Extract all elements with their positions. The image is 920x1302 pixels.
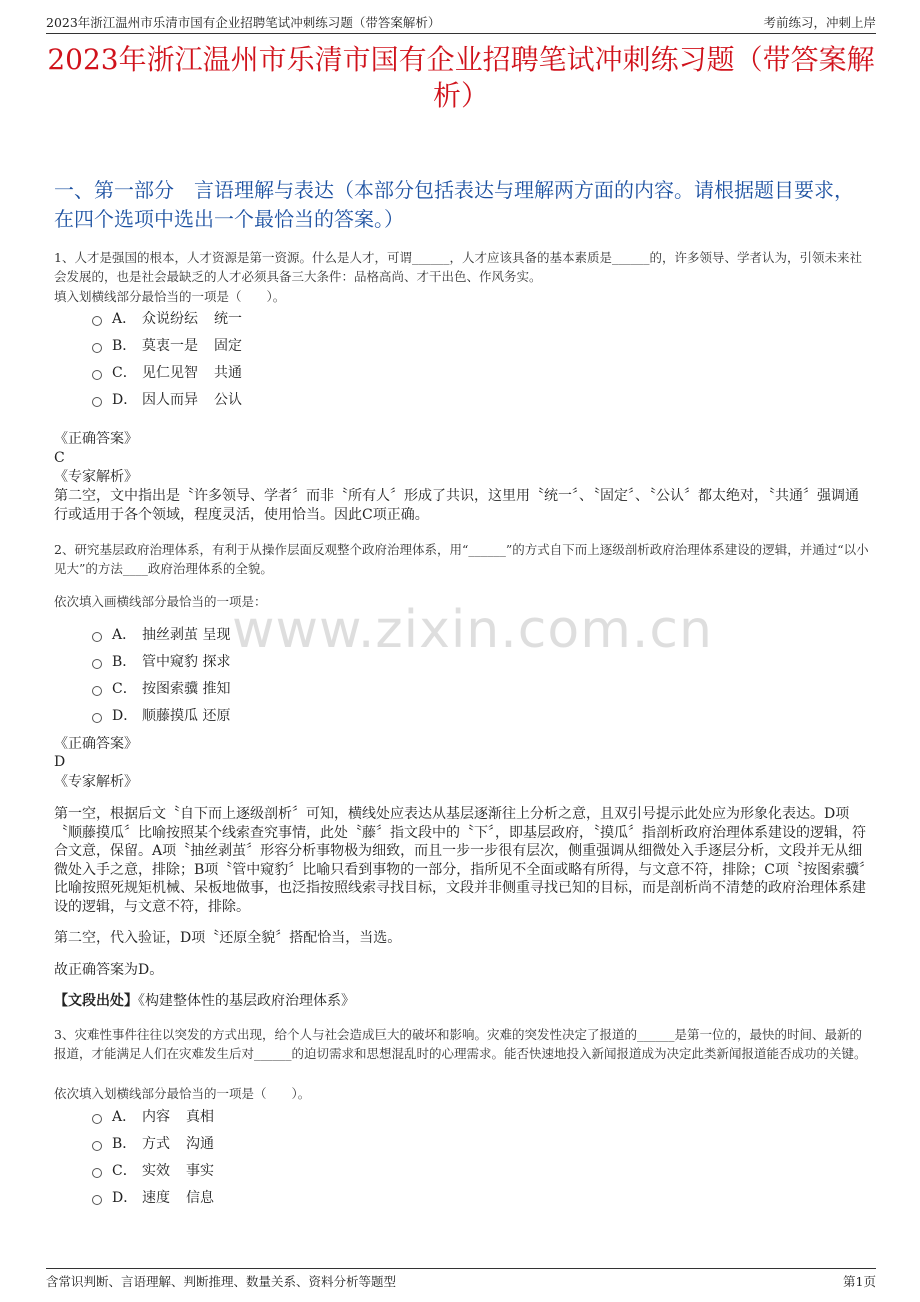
option-a[interactable]: A． 抽丝剥茧 呈现	[92, 620, 230, 647]
question-3-prompt: 依次填入划横线部分最恰当的一项是（ ）。	[54, 1086, 311, 1101]
radio-icon[interactable]	[92, 632, 102, 642]
option-c[interactable]: C． 按图索骥 推知	[92, 674, 230, 701]
radio-icon[interactable]	[92, 1195, 102, 1205]
radio-icon[interactable]	[92, 713, 102, 723]
answer-label: 《正确答案》	[54, 736, 138, 752]
analysis-text: 第二空，代入验证，D项〝还原全貌〞搭配恰当，当选。	[54, 930, 402, 946]
option-b[interactable]: B． 管中窥豹 探求	[92, 647, 230, 674]
question-2-text: 2、研究基层政府治理体系，有利于从操作层面反观整个政府治理体系，用“______”的方式自下而上逐级剖析政府治理体系建设的逻辑，并通过“以小见大”的方法____政府治理体系的全貌。	[54, 542, 869, 576]
watermark: www.zixin.com.cn	[232, 600, 713, 660]
option-b[interactable]: B． 莫衷一是 固定	[92, 331, 242, 358]
option-c[interactable]: C． 见仁见智 共通	[92, 358, 242, 385]
header-doc-title: 2023年浙江温州市乐清市国有企业招聘笔试冲刺练习题（带答案解析）	[46, 15, 441, 30]
option-b[interactable]: B． 方式 沟通	[92, 1129, 214, 1156]
radio-icon[interactable]	[92, 316, 102, 326]
analysis-text: 第二空，文中指出是〝许多领导、学者〞而非〝所有人〞形成了共识，这里用〝统一〞、〝固定〞、〝公认〞都太绝对，〝共通〞强调通行或适用于各个领域，程度灵活，使用恰当。因此C项正确。	[54, 488, 859, 523]
radio-icon[interactable]	[92, 686, 102, 696]
radio-icon[interactable]	[92, 343, 102, 353]
question-3-text: 3、灾难性事件往往以突发的方式出现，给个人与社会造成巨大的破坏和影响。灾难的突发性决定了报道的______是第一位的，最快的时间、最新的报道，才能满足人们在灾难发生后对______的迫切需求和思想混乱时的心理需求。能否快速地投入新闻报道成为决定此类新闻报道能否成功的关键。	[54, 1027, 867, 1061]
source-citation: 【文段出处】《构建整体性的基层政府治理体系》	[54, 993, 355, 1009]
radio-icon[interactable]	[92, 659, 102, 669]
document-title: 2023年浙江温州市乐清市国有企业招聘笔试冲刺练习题（带答案解析）	[47, 43, 875, 112]
question-1-text: 1、人才是强国的根本，人才资源是第一资源。什么是人才，可谓______，人才应该具备的基本素质是______的，许多领导、学者认为，引领未来社会发展的，也是社会最缺乏的人才必须具备三大条件：品格高尚、才干出色、作风务实。	[54, 250, 862, 284]
option-a[interactable]: A． 众说纷纭 统一	[92, 304, 242, 331]
answer-value: D	[54, 754, 66, 770]
page-footer	[46, 1268, 876, 1290]
radio-icon[interactable]	[92, 1114, 102, 1124]
question-2-prompt: 依次填入画横线部分最恰当的一项是：	[54, 594, 267, 609]
option-a[interactable]: A． 内容 真相	[92, 1102, 214, 1129]
option-d[interactable]: D． 顺藤摸瓜 还原	[92, 701, 230, 728]
analysis-conclusion: 故正确答案为D。	[54, 962, 164, 978]
question-1-prompt: 填入划横线部分最恰当的一项是（ ）。	[54, 289, 286, 304]
section-heading: 一、第一部分 言语理解与表达（本部分包括表达与理解两方面的内容。请根据题目要求，在四个选项中选出一个最恰当的答案。）	[54, 178, 854, 231]
page-number: 第1页	[843, 1274, 876, 1289]
answer-value: C	[54, 450, 65, 466]
option-d[interactable]: D． 因人而异 公认	[92, 385, 242, 412]
radio-icon[interactable]	[92, 1141, 102, 1151]
option-d[interactable]: D． 速度 信息	[92, 1183, 214, 1210]
question-3-options	[92, 1102, 214, 1210]
header-slogan: 考前练习，冲刺上岸	[763, 15, 876, 30]
analysis-label: 《专家解析》	[54, 469, 138, 485]
analysis-label: 《专家解析》	[54, 774, 138, 790]
answer-label: 《正确答案》	[54, 431, 138, 447]
question-1-options	[92, 304, 242, 412]
radio-icon[interactable]	[92, 1168, 102, 1178]
question-2-options	[92, 620, 230, 728]
analysis-text: 第一空，根据后文〝自下而上逐级剖析〞可知，横线处应表达从基层逐渐往上分析之意，且双引号提示此处应为形象化表达。D项〝顺藤摸瓜〞比喻按照某个线索查究事情，此处〝藤〞指文段中的〝下〞，即基层政府，〝摸瓜〞指剖析政府治理体系建设的逻辑，符合文意，保留。A项〝抽丝剥茧〞形容分析事物极为细致，而且一步一步很有层次，侧重强调从细微处入手逐层分析，文段并无从细微处入手之意，排除；B项〝管中窥豹〞比喻只看到事物的一部分，指所见不全面或略有所得，与文意不符，排除；C项〝按图索骥〞比喻按照死规矩机械、呆板地做事，也泛指按照线索寻找目标，文段并非侧重寻找已知的目标，而是剖析尚不清楚的政府治理体系建设的逻辑，与文意不符，排除。	[54, 806, 866, 915]
page-header	[46, 11, 876, 34]
option-c[interactable]: C． 实效 事实	[92, 1156, 214, 1183]
footer-description: 含常识判断、言语理解、判断推理、数量关系、资料分析等题型	[46, 1274, 397, 1289]
radio-icon[interactable]	[92, 397, 102, 407]
radio-icon[interactable]	[92, 370, 102, 380]
